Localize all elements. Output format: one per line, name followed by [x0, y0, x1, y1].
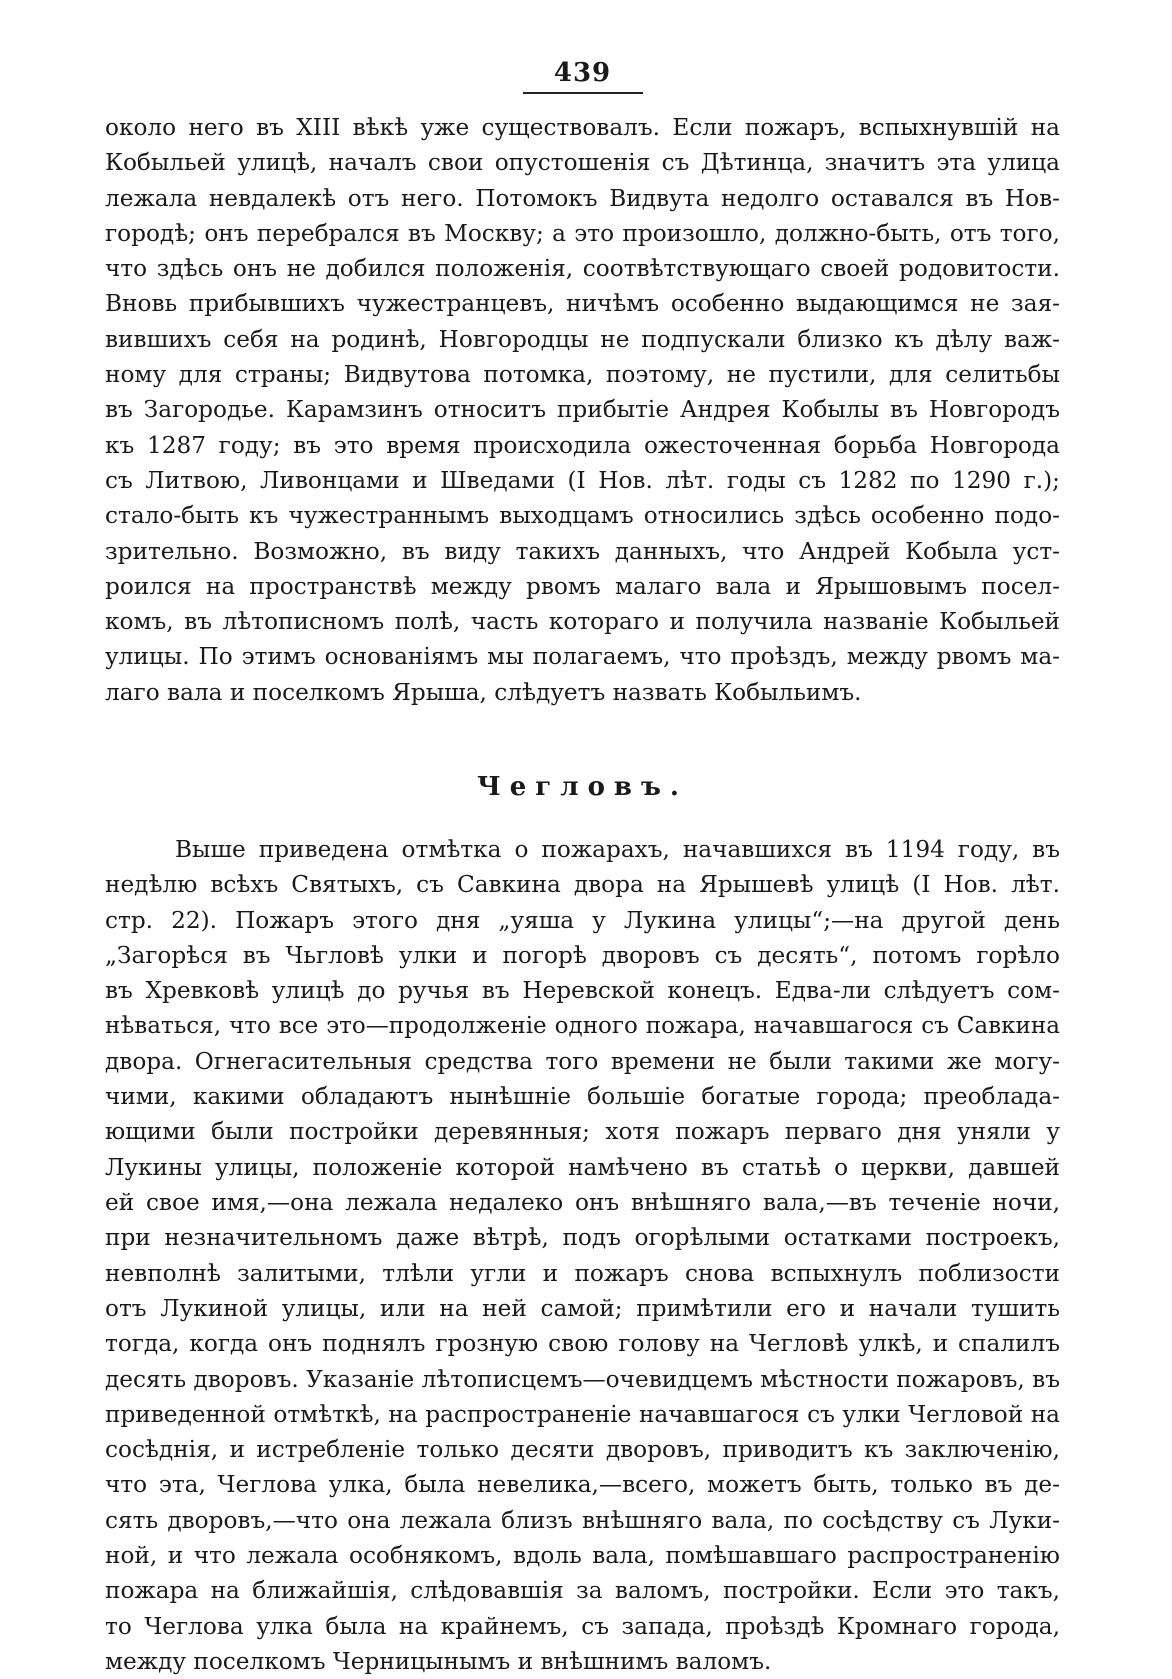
text-line: къ 1287 году; въ это время происходила ожесточенная борьба Новгорода — [105, 431, 1060, 459]
text-line: около него въ XIII вѣкѣ уже существовалъ. Если пожаръ, вспыхнувшій на — [105, 114, 1060, 141]
text-line: съ Литвою, Ливонцами и Шведами (I Нов. лѣт. годы съ 1282 по 1290 г.); — [105, 466, 1060, 494]
text-line: роился на пространствѣ между рвомъ малаго вала и Ярышовымъ посел- — [105, 572, 1060, 600]
text-line: стр. 22). Пожаръ этого дня „уяша у Лукина улицы“;—на другой день — [105, 906, 1060, 934]
text-line: городѣ; онъ перебрался въ Москву; а это произошло, должно-быть, отъ того, — [105, 219, 1060, 247]
text-line: приведенной отмѣткѣ, на распространеніе начавшагося съ улки Чегловой на — [105, 1400, 1060, 1428]
text-line: въ Загородье. Карамзинъ относитъ прибытіе Андрея Кобылы въ Новгородъ — [105, 396, 1060, 424]
text-line: ной, и что лежала особнякомъ, вдоль вала, помѣшавшаго распространенію — [105, 1541, 1060, 1569]
text-line: то Чеглова улка была на крайнемъ, съ запада, проѣздѣ Кромнаго города, — [105, 1612, 1060, 1640]
text-line: лежала невдалекѣ отъ него. Потомокъ Видвута недолго оставался въ Нов- — [105, 184, 1060, 212]
text-line: стало-быть къ чужестраннымъ выходцамъ относились здѣсь особенно подо- — [105, 502, 1060, 530]
text-line: Лукины улицы, положеніе которой намѣчено въ статьѣ о церкви, давшей — [105, 1153, 1060, 1181]
text-line: зрительно. Возможно, въ виду такихъ данныхъ, что Андрей Кобыла уст- — [105, 537, 1060, 565]
text-line: Вновь прибывшихъ чужестранцевъ, ничѣмъ особенно выдающимся не зая- — [105, 290, 1060, 318]
text-line: пожара на ближайшія, слѣдовавшія за валомъ, постройки. Если это такъ, — [105, 1577, 1060, 1605]
text-line: отъ Лукиной улицы, или на ней самой; примѣтили его и начали тушить — [105, 1294, 1060, 1322]
text-line: невполнѣ залитыми, тлѣли угли и пожаръ снова вспыхнулъ поблизости — [105, 1259, 1060, 1287]
text-line: улицы. По этимъ основаніямъ мы полагаемъ, что проѣздъ, между рвомъ ма- — [105, 643, 1060, 671]
page-number: 439 — [523, 58, 643, 94]
text-line: комъ, въ лѣтописномъ полѣ, часть котораго и получила названіе Кобыльей — [105, 608, 1060, 636]
text-line: что эта, Чеглова улка, была невелика,—всего, можетъ быть, только въ де- — [105, 1471, 1060, 1499]
text-line: двора. Огнегасительныя средства того времени не были такими же могу- — [105, 1047, 1060, 1075]
text-line: между поселкомъ Черницынымъ и внѣшнимъ валомъ. — [105, 1647, 772, 1675]
text-line: нѣваться, что все это—продолженіе одного пожара, начавшагося съ Савкина — [105, 1012, 1060, 1039]
text-line: Выше приведена отмѣтка о пожарахъ, начавшихся въ 1194 году, въ — [175, 836, 1060, 864]
section-title: Чегловъ. — [477, 772, 688, 803]
text-line: Кобыльей улицѣ, началъ свои опустошенія съ Дѣтинца, значитъ эта улица — [105, 149, 1060, 177]
text-line: тогда, когда онъ поднялъ грозную свою голову на Чегловѣ улкѣ, и спалилъ — [105, 1330, 1060, 1358]
text-line: недѣлю всѣхъ Святыхъ, съ Савкина двора на Ярышевѣ улицѣ (I Нов. лѣт. — [105, 871, 1060, 899]
text-line: ющими были постройки деревянныя; хотя пожаръ перваго дня уняли у — [105, 1118, 1060, 1146]
text-line: что здѣсь онъ не добился положенія, соотвѣтствующаго своей родовитости. — [105, 255, 1060, 283]
text-line: „Загорѣся въ Чьгловѣ улки и погорѣ дворовъ съ десять“, потомъ горѣло — [105, 941, 1060, 969]
text-line: сосѣднія, и истребленіе только десяти дворовъ, приводитъ къ заключенію, — [105, 1436, 1060, 1464]
text-line: вившихъ себя на родинѣ, Новгородцы не подпускали близко къ дѣлу важ- — [105, 325, 1060, 353]
text-line: лаго вала и поселкомъ Ярыша, слѣдуетъ назвать Кобыльимъ. — [105, 678, 862, 706]
text-line: десять дворовъ. Указаніе лѣтописцемъ—очевидцемъ мѣстности пожаровъ, въ — [105, 1365, 1060, 1393]
text-line: сять дворовъ,—что она лежала близъ внѣшняго вала, по сосѣдству съ Луки- — [105, 1506, 1060, 1534]
text-line: чими, какими обладаютъ нынѣшніе большіе богатые города; преоблада- — [105, 1083, 1060, 1111]
text-line: при незначительномъ даже вѣтрѣ, подъ огорѣлыми остатками построекъ, — [105, 1224, 1060, 1252]
paragraph-kobylya-street — [105, 110, 1060, 710]
paragraph-cheglov — [105, 832, 1060, 1679]
text-line: ному для страны; Видвутова потомка, поэтому, не пустили, для селитьбы — [105, 361, 1060, 389]
text-line: въ Хревковѣ улицѣ до ручья въ Неревской конецъ. Едва-ли слѣдуетъ сом- — [105, 977, 1060, 1005]
document-page — [105, 58, 1060, 1679]
text-line: ей свое имя,—она лежала недалеко онъ внѣшняго вала,—въ теченіе ночи, — [105, 1189, 1060, 1217]
